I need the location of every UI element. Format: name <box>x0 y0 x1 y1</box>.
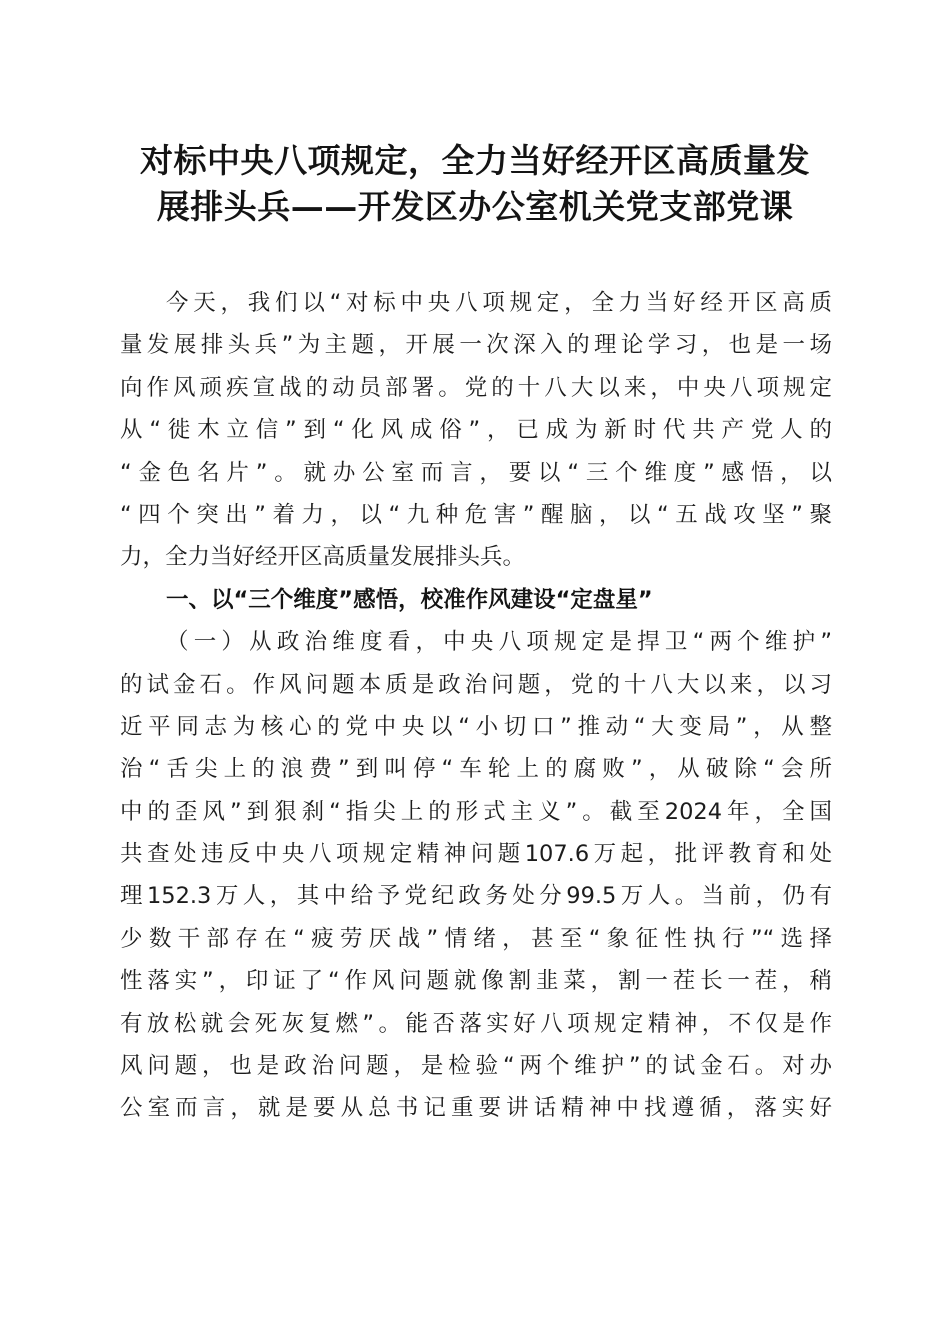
body-line: 中的歪风”到狠刹“指尖上的形式主义”。截至2024年，全国 <box>120 798 832 825</box>
document-title <box>100 138 850 230</box>
title-line-1: 对标中央八项规定，全力当好经开区高质量发 <box>140 141 810 180</box>
body-line: 近平同志为核心的党中央以“小切口”推动“大变局”，从整 <box>120 713 832 740</box>
intro-line: 今天，我们以“对标中央八项规定，全力当好经开区高质 <box>166 290 832 316</box>
intro-line: 向作风顽疾宣战的动员部署。党的十八大以来，中央八项规定 <box>120 374 832 401</box>
body-line: 治“舌尖上的浪费”到叫停“车轮上的腐败”，从破除“会所 <box>120 756 832 783</box>
body-line: 少数干部存在“疲劳厌战”情绪，甚至“象征性执行”“选择 <box>120 925 832 952</box>
body-line: 公室而言，就是要从总书记重要讲话精神中找遵循，落实好 <box>120 1095 832 1122</box>
intro-line: “四个突出”着力，以“九种危害”醒脑，以“五战攻坚”聚 <box>120 501 832 528</box>
intro-line: 量发展排头兵”为主题，开展一次深入的理论学习，也是一场 <box>120 332 832 359</box>
body-line: 有放松就会死灰复燃”。能否落实好八项规定精神，不仅是作 <box>120 1010 832 1037</box>
body-line: 共查处违反中央八项规定精神问题107.6万起，批评教育和处 <box>120 841 832 868</box>
body-line: 风问题，也是政治问题，是检验“两个维护”的试金石。对办 <box>120 1053 832 1080</box>
title-line-2: 展排头兵——开发区办公室机关党支部党课 <box>156 187 794 226</box>
document-body <box>120 282 832 1130</box>
intro-line: 力，全力当好经开区高质量发展排头兵。 <box>120 544 526 571</box>
intro-line: 从“徙木立信”到“化风成俗”，已成为新时代共产党人的 <box>120 417 832 444</box>
body-line: 性落实”，印证了“作风问题就像割韭菜，割一茬长一茬，稍 <box>120 968 832 995</box>
body-line: 理152.3万人，其中给予党纪政务处分99.5万人。当前，仍有 <box>120 883 832 910</box>
intro-line: “金色名片”。就办公室而言，要以“三个维度”感悟，以 <box>120 459 832 486</box>
subsection-heading-1: （一）从政治维度看，中央八项规定是捍卫“两个维护” <box>166 629 832 656</box>
body-line: 的试金石。作风问题本质是政治问题，党的十八大以来，以习 <box>120 671 832 698</box>
section-heading-1: 一、以“三个维度”感悟，校准作风建设“定盘星” <box>166 586 653 613</box>
